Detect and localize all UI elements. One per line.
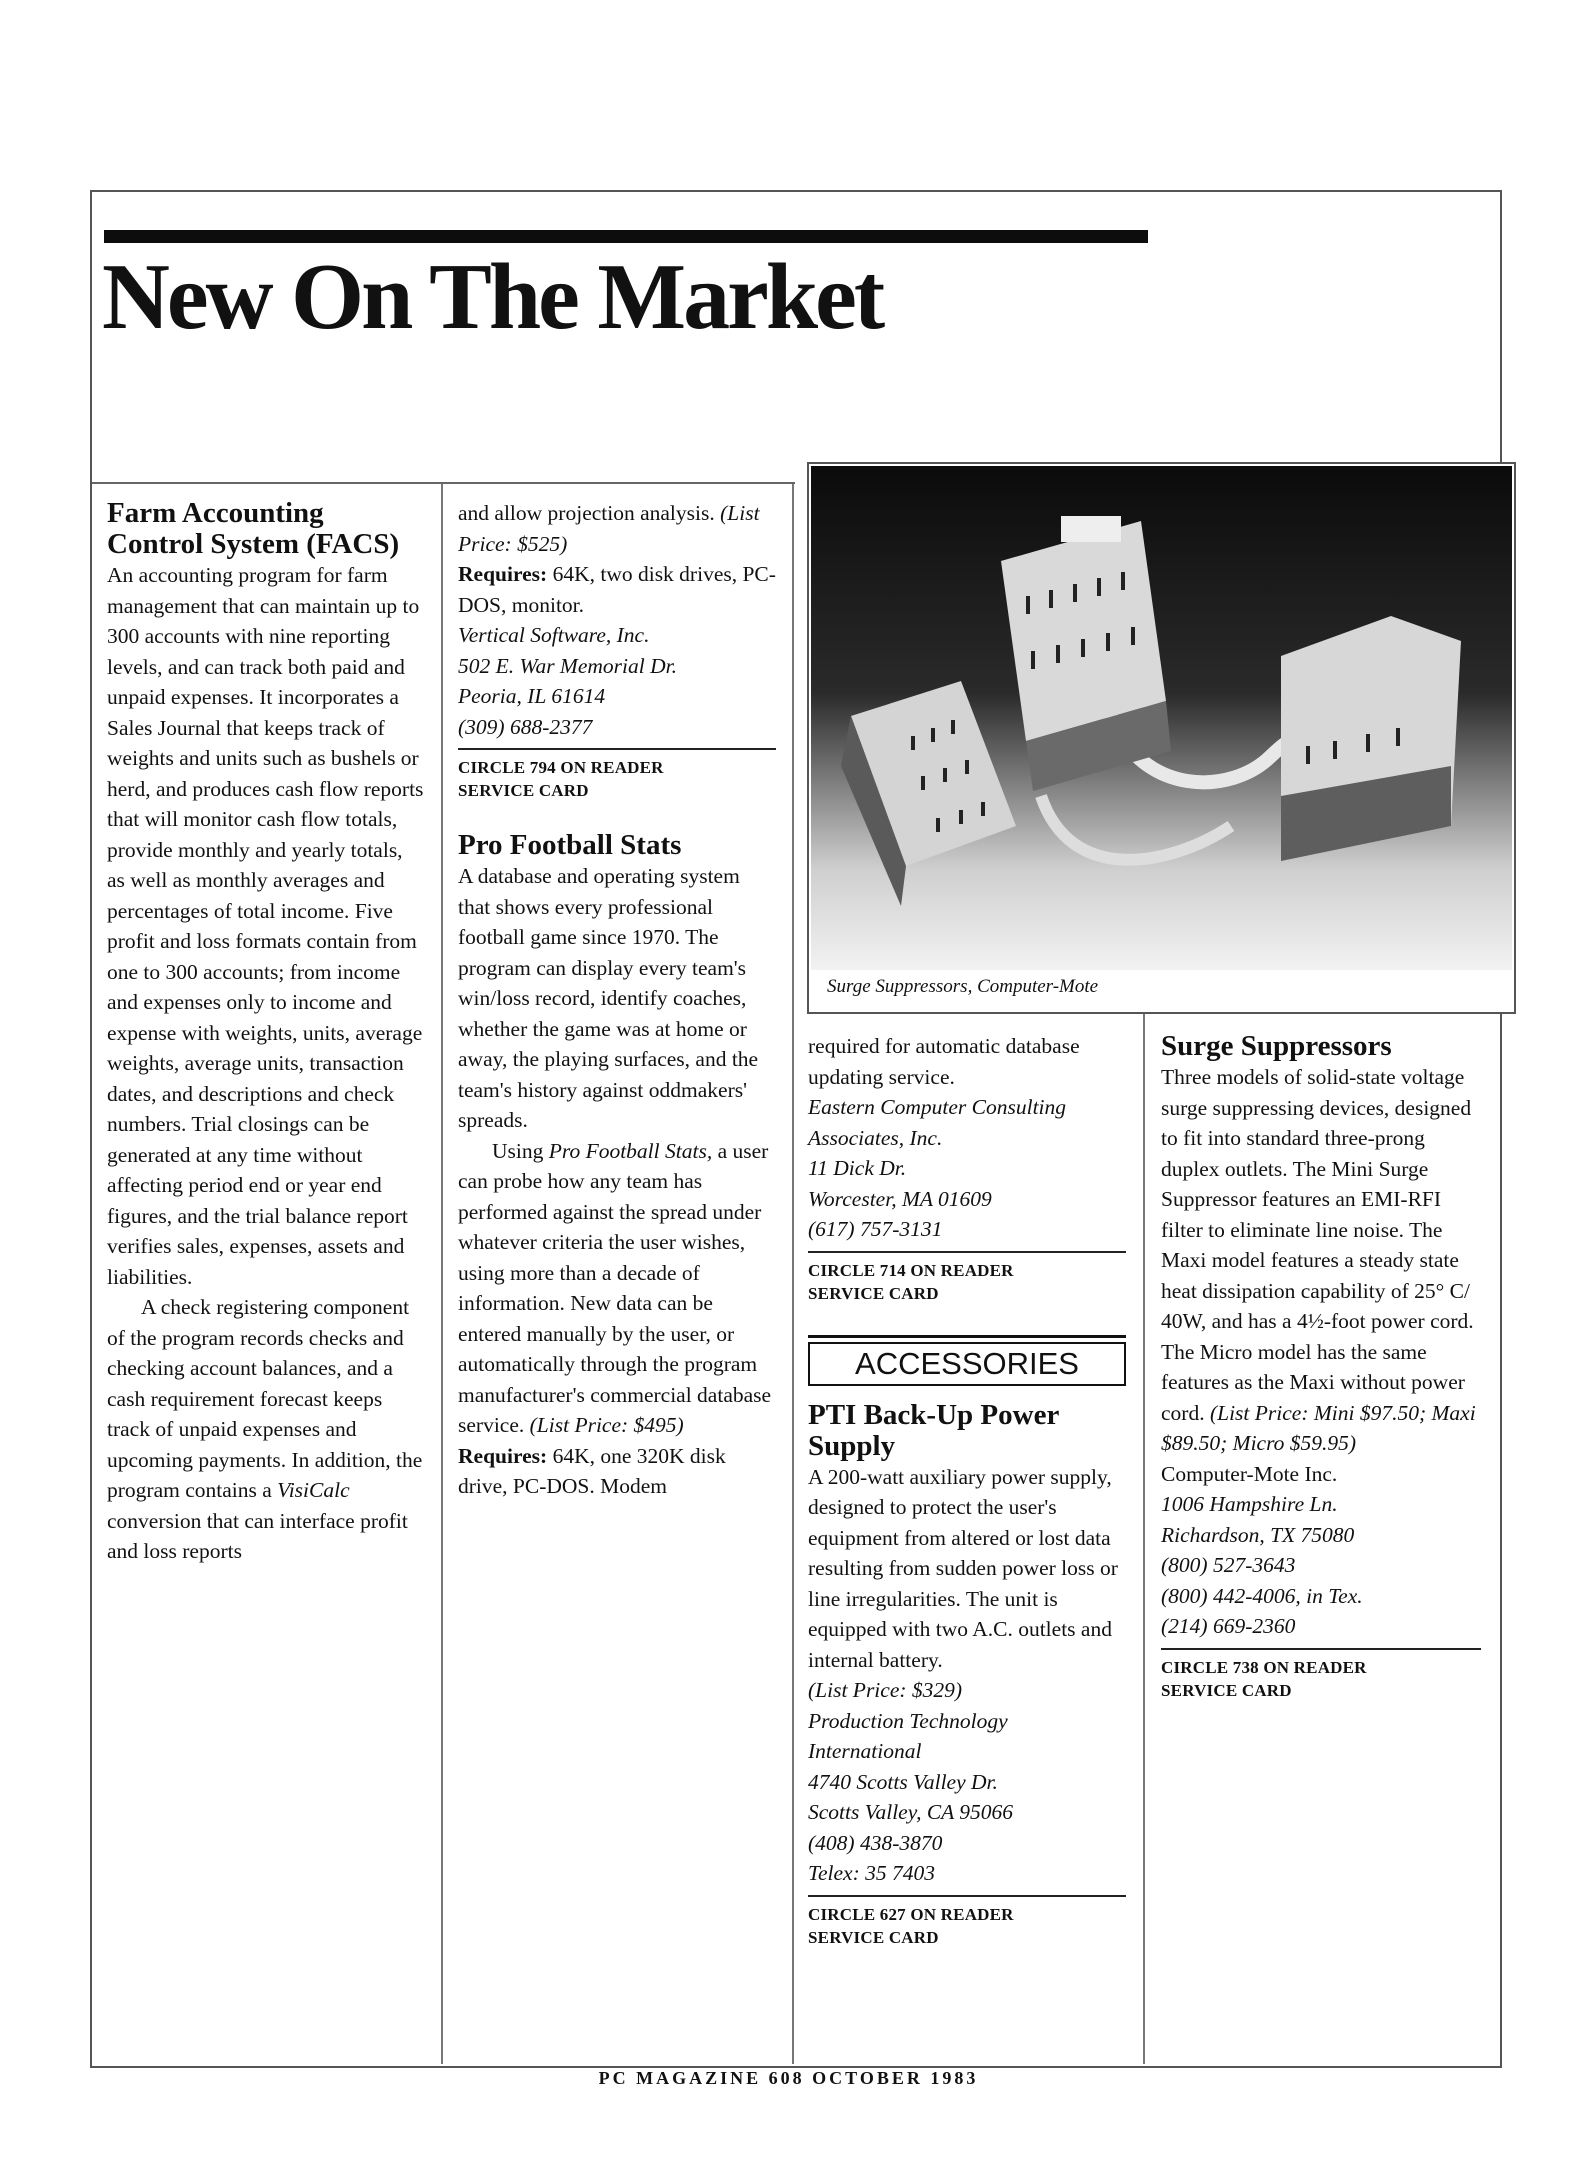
body-text-italic: VisiCalc (277, 1478, 350, 1502)
title-bar-rule (104, 230, 1148, 243)
article-heading: PTI Back-Up Power Supply (808, 1398, 1059, 1462)
company-address: Eastern Computer Consulting Associates, Inc. 11 Dick Dr. Worcester, MA 01609 (617) 757-3131 (808, 1095, 1067, 1241)
list-price: (List Price: $495) (529, 1413, 684, 1437)
requirements: Requires: 64K, one 320K disk drive, PC-DOS. Modem (458, 1443, 726, 1498)
requirements (458, 559, 776, 620)
article-body: Three models of solid-state voltage surge suppressing devices, designed to fit into standard three-prong duplex outlets. The Mini Surge Suppressor features an EMI-RFI filter to eliminate line noise. The Maxi model features a steady state heat dissipation capability of 25° C/ 40W, and has a 4½-foot power cord. The Micro model has the same features as the Maxi without power cord. (List Price: Mini $97.50; Maxi $89.50; Micro $59.95) (1161, 1065, 1476, 1455)
requirements-label: Requires: (458, 562, 548, 586)
article-heading: Pro Football Stats (458, 829, 682, 861)
article-body: A database and operating system that shows every professional football game since 1970. The program can display every team's win/loss record, identify coaches, whether the game was at home or away, the playing surfaces, and the team's history against oddmakers' spreads. (458, 864, 759, 1132)
address-line: 502 E. War Memorial Dr. (458, 653, 677, 678)
column-rule-2 (792, 484, 794, 2064)
list-price: (List Price: Mini $97.50; Maxi $89.50; Micro $59.95) (1161, 1400, 1476, 1455)
requirements-text: 64K, two disk drives, PC-DOS, monitor. (458, 562, 776, 617)
body-text: A check registering component of the program records checks and checking account balances, and a cash requirement forecast keeps track of unpaid expenses and upcoming payments. In addition, the program contains a (107, 1295, 423, 1502)
company-address: Production Technology International 4740 Scotts Valley Dr. Scotts Valley, CA 95066 (408) 438-3870 Telex: 35 7403 (808, 1708, 1014, 1885)
address-line: Peoria, IL 61614 (458, 684, 606, 708)
section-label-accessories: ACCESSORIES (808, 1342, 1126, 1386)
article-body: Using Pro Football Stats, a user can probe how any team has performed against the spread under whatever criteria the user wishes, using more than a decade of information. New data can be entered manually by the user, or automatically through the program manufacturer's commercial database service. (List Price: $495) (458, 1138, 772, 1437)
address-line: Vertical Software, Inc. (458, 623, 650, 647)
company-address (458, 620, 776, 742)
list-price: (List Price: $329) (808, 1678, 963, 1702)
article-body: required for automatic database updating service. (808, 1034, 1080, 1089)
article-heading: Farm Accounting Control System (FACS) (107, 497, 400, 560)
article-body: An accounting program for farm management that can maintain up to 300 accounts with nine reporting levels, and can track both paid and unpaid expenses. It incorporates a Sales Journal that keeps track of weights and units such as bushels or herd, and produces cash flow reports that will monitor cash flow totals, provide monthly and yearly totals, as well as monthly averages and percentages of total income. Five profit and loss formats contain from one to 300 accounts; from income and expenses only to income and expense with weights, units, average weights, average units, transaction dates, and descriptions and check numbers. Trial closings can be generated at any time without affecting period end or year end figures, and the trial balance report verifies sales, expenses, assets and liabilities. (107, 563, 424, 1289)
list-price: (List Price: $525) (458, 501, 760, 556)
address-line: (309) 688-2377 (458, 714, 593, 739)
reader-service-note: CIRCLE 627 ON READER SERVICE CARD (808, 1895, 1126, 1949)
product-photo-box (807, 462, 1516, 1014)
article-heading: Surge Suppressors (1161, 1030, 1392, 1062)
article-farm-accounting (107, 498, 425, 1567)
company-name: Computer-Mote Inc. (1161, 1461, 1338, 1486)
article-body: A 200-watt auxiliary power supply, designed to protect the user's equipment from altered or lost data resulting from sudden power loss or line irregularities. The unit is equipped with two A.C. outlets and internal battery. (808, 1464, 1118, 1672)
surge-suppressors-photo (811, 466, 1512, 970)
reader-service-note: CIRCLE 794 ON READER SERVICE CARD (458, 748, 776, 802)
column-rule-3 (1143, 1012, 1145, 2064)
header-rule (92, 482, 795, 484)
article-column-3 (808, 1031, 1126, 1949)
page-footer: PC MAGAZINE 608 OCTOBER 1983 (598, 2068, 979, 2088)
article-surge-suppressors (1161, 1031, 1481, 1702)
page-title: New On The Market (102, 245, 883, 349)
company-address: 1006 Hampshire Ln. Richardson, TX 75080 (800) 527-3643 (800) 442-4006, in Tex. (214) 669-2360 (1161, 1492, 1363, 1638)
body-text: conversion that can interface profit and loss reports (107, 1508, 408, 1563)
article-body (107, 1292, 425, 1567)
reader-service-note: CIRCLE 714 ON READER SERVICE CARD (808, 1251, 1126, 1305)
photo-caption: Surge Suppressors, Computer-Mote (827, 976, 1099, 997)
reader-service-note: CIRCLE 738 ON READER SERVICE CARD (1161, 1648, 1481, 1702)
column-rule-1 (441, 484, 443, 2064)
article-column-2 (458, 498, 776, 1502)
section-rule (808, 1335, 1126, 1338)
article-body (458, 498, 776, 559)
body-text: and allow projection analysis. (458, 501, 715, 525)
